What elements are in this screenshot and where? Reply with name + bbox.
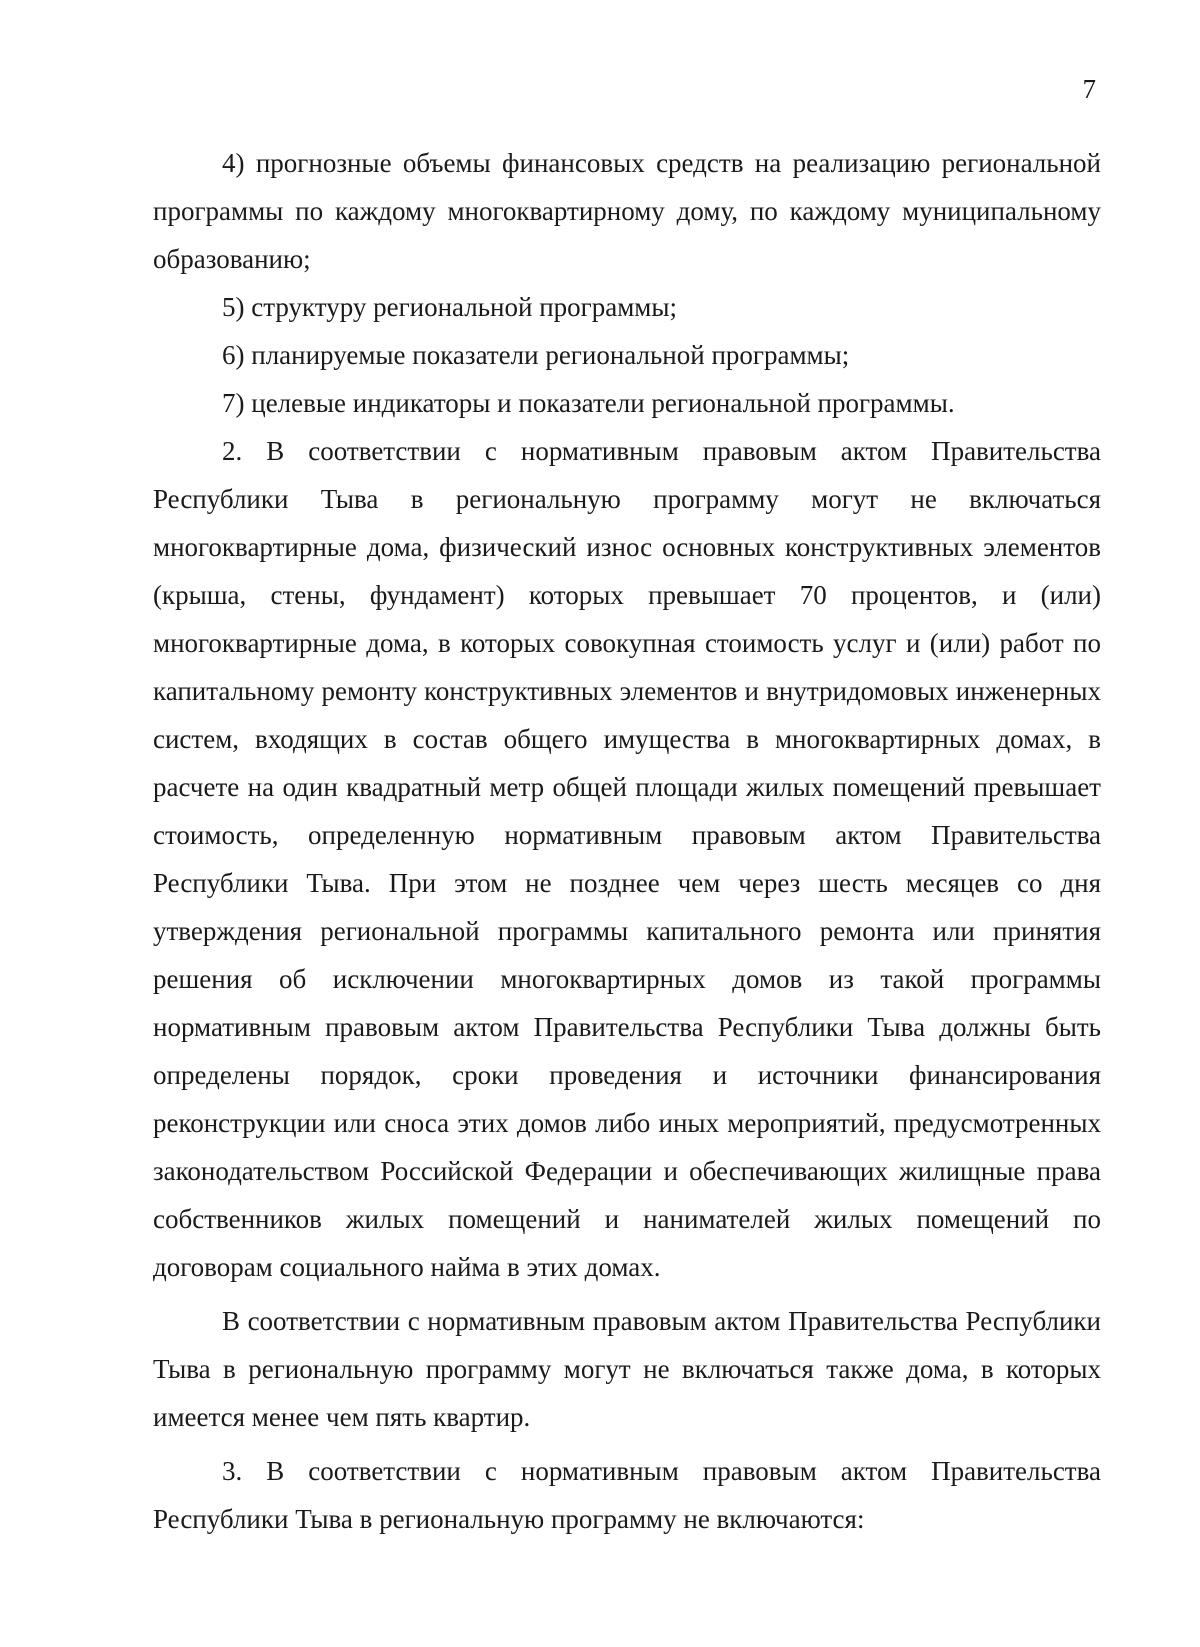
list-item-4: 4) прогнозные объемы финансовых средств на реализацию региональной программы по каждому многоквартирному дому, по каждому муниципальному образованию; xyxy=(153,148,1101,274)
paragraph-section-3: 3. В соответствии с нормативным правовым актом Правительства Республики Тыва в региональную программу не включаются: xyxy=(153,1456,1101,1534)
paragraph-section-2: 2. В соответствии с нормативным правовым актом Правительства Республики Тыва в региональную программу могут не включаться многоквартирные дома, физический износ основных конструктивных элементов (крыша, стены, фундамент) которых превышает 70 процентов, и (или) многоквартирные дома, в которых совокупная стоимость услуг и (или) работ по капитальному ремонту конструктивных элементов и внутридомовых инженерных систем, входящих в состав общего имущества в многоквартирных домах, в расчете на один квадратный метр общей площади жилых помещений превышает стоимость, определенную нормативным правовым актом Правительства Республики Тыва. При этом не позднее чем через шесть месяцев со дня утверждения региональной программы капитального ремонта или принятия решения об исключении многоквартирных домов из такой программы нормативным правовым актом Правительства Республики Тыва должны быть определены порядок, сроки проведения и источники финансирования реконструкции или сноса этих домов либо иных мероприятий, предусмотренных законодательством Российской Федерации и обеспечивающих жилищные права собственников жилых помещений и нанимателей жилых помещений по договорам социального найма в этих домах. xyxy=(153,436,1101,1282)
list-item-6: 6) планируемые показатели региональной программы; xyxy=(222,340,850,370)
page-number: 7 xyxy=(1082,74,1096,104)
paragraph-section-2-continued: В соответствии с нормативным правовым актом Правительства Республики Тыва в региональную программу могут не включаться также дома, в которых имеется менее чем пять квартир. xyxy=(153,1306,1101,1432)
list-item-7: 7) целевые индикаторы и показатели региональной программы. xyxy=(222,388,955,418)
document-body xyxy=(153,139,1101,1543)
list-item-5: 5) структуру региональной программы; xyxy=(222,292,678,322)
